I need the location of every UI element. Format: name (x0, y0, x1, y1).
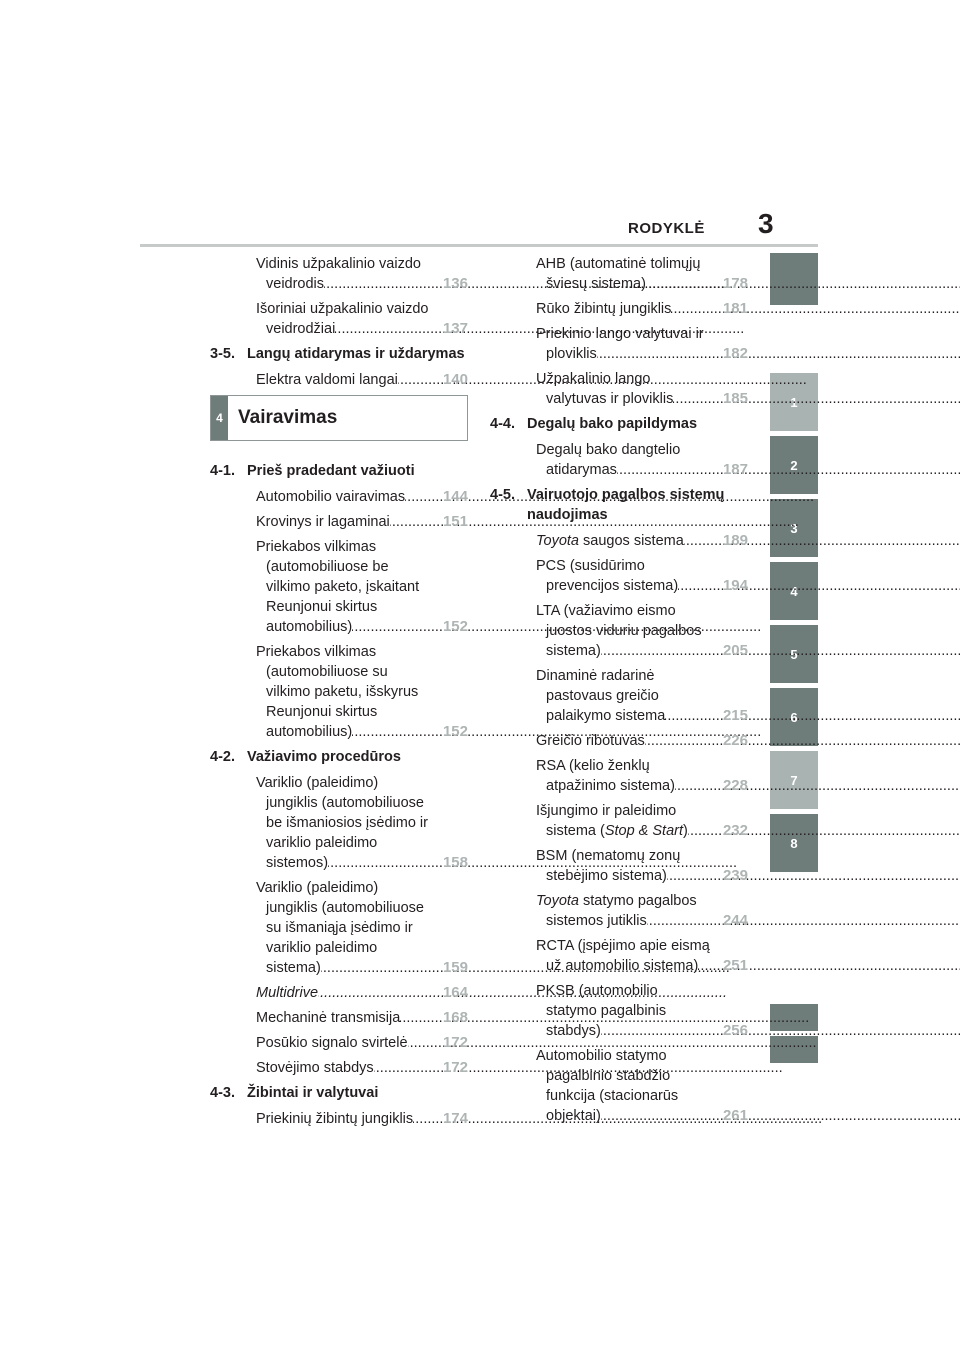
toc-page-number[interactable]: 181 (722, 300, 748, 317)
toc-entry-text: Rūko žibintų jungiklis ..... (536, 299, 712, 319)
toc-entry-text: BSM (nematomų zonų stebėjimo sistema) ..... (536, 846, 712, 886)
toc-right-column (490, 254, 748, 1131)
toc-entry-text: Automobilio vairavimas ..... (256, 487, 432, 507)
toc-entry[interactable] (490, 731, 748, 751)
toc-page-number[interactable]: 185 (722, 390, 748, 407)
toc-entry-text: Išoriniai užpakalinio vaizdo veidrodžiai ..... (256, 299, 432, 339)
toc-page-number[interactable]: 251 (722, 957, 748, 974)
toc-entry-text: Dinaminė radarinė pastovaus greičio palaikymo sistema ..... (536, 666, 712, 726)
toc-page-number[interactable]: 168 (442, 1009, 468, 1026)
toc-entry[interactable] (490, 440, 748, 480)
toc-entry-text: AHB (automatinė tolimųjų šviesų sistema) ..... (536, 254, 712, 294)
brand-name: Toyota (536, 893, 579, 909)
toc-entry-text: PCS (susidūrimo prevencijos sistema) ..... (536, 556, 712, 596)
toc-entry[interactable] (490, 369, 748, 409)
toc-page-number[interactable]: 172 (442, 1059, 468, 1076)
toc-entry[interactable] (210, 983, 468, 1003)
running-header-title: RODYKLĖ (628, 220, 705, 237)
toc-entry-text: PKSB (automobilio statymo pagalbinis stabdys) ..... (536, 981, 712, 1041)
toc-page-number[interactable]: 164 (442, 984, 468, 1001)
section-title: Langų atidarymas ir uždarymas (247, 346, 465, 362)
chapter-heading (210, 395, 468, 441)
entry-text-post: ) (683, 823, 688, 839)
toc-entry-text: Mechaninė transmisija ..... (256, 1008, 432, 1028)
toc-entry[interactable] (490, 801, 748, 841)
toc-entry[interactable] (490, 324, 748, 364)
toc-entry-text: Degalų bako dangtelio atidarymas ..... (536, 440, 712, 480)
toc-entry[interactable] (210, 370, 468, 390)
toc-entry[interactable] (490, 936, 748, 976)
section-number: 4-2. (210, 749, 235, 765)
toc-entry-text: Multidrive ..... (256, 983, 432, 1003)
toc-entry[interactable] (490, 756, 748, 796)
toc-entry-text: RCTA (įspėjimo apie eismą už automobilio sistema) ..... (536, 936, 712, 976)
toc-page-number[interactable]: 144 (442, 488, 468, 505)
toc-entry-text: Priekabos vilkimas (automobiliuose su vilkimo paketu, išskyrus Reunjonui skirtus automobilius) ..... (256, 642, 432, 742)
toc-entry[interactable] (210, 537, 468, 637)
toc-page-number[interactable]: 152 (442, 723, 468, 740)
section-title: Žibintai ir valytuvai (247, 1085, 379, 1101)
toc-entry[interactable] (490, 601, 748, 661)
toc-entry-text (536, 801, 712, 841)
chapter-number: 4 (211, 396, 228, 440)
toc-entry-text: Užpakalinio lango valytuvas ir ploviklis ..... (536, 369, 712, 409)
toc-page-number[interactable]: 256 (722, 1022, 748, 1039)
toc-section (210, 1083, 468, 1103)
toc-entry-text: Automobilio statymo pagalbinio stabdžio funkcija (stacionarūs objektai) ..... (536, 1046, 712, 1126)
toc-entry-text: Priekabos vilkimas (automobiliuose be vilkimo paketo, įskaitant Reunjonui skirtus automobilius) ..... (256, 537, 432, 637)
toc-entry-text: Priekinio lango valytuvai ir ploviklis ..... (536, 324, 712, 364)
toc-entry[interactable] (490, 891, 748, 931)
thumb-tab-4[interactable]: 4 (770, 562, 818, 620)
feature-name: Stop & Start (604, 823, 684, 839)
thumb-tab-5[interactable]: 5 (770, 625, 818, 683)
section-number: 4-5. (490, 487, 515, 503)
entry-text-pre: Išjungimo ir paleidimo sistema ( (536, 803, 677, 839)
toc-entry[interactable] (210, 1058, 468, 1078)
toc-page-number[interactable]: 158 (442, 854, 468, 871)
toc-entry[interactable] (490, 254, 748, 294)
brand-name: Toyota (536, 533, 579, 549)
toc-entry-text: Posūkio signalo svirtelė ..... (256, 1033, 432, 1053)
toc-page-number[interactable]: 228 (722, 777, 748, 794)
toc-entry[interactable] (490, 299, 748, 319)
toc-entry-text: Elektra valdomi langai ..... (256, 370, 432, 390)
section-number: 4-1. (210, 463, 235, 479)
section-number: 4-4. (490, 416, 515, 432)
toc-page-number[interactable]: 137 (442, 320, 468, 337)
section-number: 4-3. (210, 1085, 235, 1101)
toc-entry[interactable] (210, 1033, 468, 1053)
toc-entry[interactable] (490, 981, 748, 1041)
toc-entry[interactable] (490, 666, 748, 726)
toc-entry-text (536, 891, 712, 931)
section-title: Važiavimo procedūros (247, 749, 401, 765)
toc-entry-text: LTA (važiavimo eismo juostos viduriu pagalbos sistema) ..... (536, 601, 712, 661)
toc-entry-text (536, 531, 712, 551)
thumb-tab-1[interactable]: 1 (770, 373, 818, 431)
toc-entry-text: Greičio ribotuvas ..... (536, 731, 712, 751)
toc-page-number[interactable]: 140 (442, 371, 468, 388)
toc-entry[interactable] (210, 878, 468, 978)
toc-entry[interactable] (210, 254, 468, 294)
thumb-tab-3[interactable]: 3 (770, 499, 818, 557)
toc-left-column (210, 254, 468, 1134)
toc-page-number[interactable]: 182 (722, 345, 748, 362)
toc-page-number[interactable]: 174 (442, 1110, 468, 1127)
toc-page-number[interactable]: 244 (722, 912, 748, 929)
toc-page-number[interactable]: 136 (442, 275, 468, 292)
toc-page-number[interactable]: 151 (442, 513, 468, 530)
thumb-tab-8[interactable]: 8 (770, 814, 818, 872)
toc-page-number[interactable]: 172 (442, 1034, 468, 1051)
toc-entry-text: Stovėjimo stabdys ..... (256, 1058, 432, 1078)
toc-page-number[interactable]: 194 (722, 577, 748, 594)
toc-section (210, 344, 468, 364)
toc-section (210, 747, 468, 767)
toc-entry-text: Krovinys ir lagaminai ..... (256, 512, 432, 532)
section-number: 3-5. (210, 346, 235, 362)
toc-entry[interactable] (210, 299, 468, 339)
toc-page-number[interactable]: 261 (722, 1107, 748, 1124)
thumb-tab-2[interactable]: 2 (770, 436, 818, 494)
toc-section (490, 414, 748, 434)
chapter-title: Vairavimas (238, 407, 338, 428)
toc-entry-text: Priekinių žibintų jungiklis ..... (256, 1109, 432, 1129)
toc-section (490, 485, 748, 525)
toc-entry[interactable] (210, 773, 468, 873)
thumb-tab-7[interactable]: 7 (770, 751, 818, 809)
toc-page-number[interactable]: 189 (722, 532, 748, 549)
section-title: Degalų bako papildymas (527, 416, 698, 432)
toc-page-number[interactable]: 215 (722, 707, 748, 724)
toc-entry[interactable] (490, 556, 748, 596)
toc-page-number[interactable]: 187 (722, 461, 748, 478)
section-title: Prieš pradedant važiuoti (247, 463, 415, 479)
toc-page-number[interactable]: 239 (722, 867, 748, 884)
toc-page-number[interactable]: 226 (722, 732, 748, 749)
toc-entry[interactable] (210, 1109, 468, 1129)
toc-entry[interactable] (210, 487, 468, 507)
toc-entry[interactable] (490, 1046, 748, 1126)
toc-entry-text: Variklio (paleidimo) jungiklis (automobiliuose su išmaniąja įsėdimo ir variklio paleidimo sistema) ..... (256, 878, 432, 978)
toc-entry[interactable] (490, 531, 748, 551)
toc-entry[interactable] (210, 1008, 468, 1028)
toc-entry[interactable] (210, 512, 468, 532)
page-number: 3 (758, 208, 774, 239)
toc-entry-text: Vidinis užpakalinio vaizdo veidrodis ..... (256, 254, 432, 294)
section-title: Vairuotojo pagalbos sistemų naudojimas (527, 487, 725, 523)
toc-entry[interactable] (490, 846, 748, 886)
toc-page-number[interactable]: 159 (442, 959, 468, 976)
header-divider (140, 244, 818, 247)
toc-page-number[interactable]: 178 (722, 275, 748, 292)
toc-entry-text: RSA (kelio ženklų atpažinimo sistema) ..... (536, 756, 712, 796)
toc-page-number[interactable]: 152 (442, 618, 468, 635)
toc-page-number[interactable]: 232 (722, 822, 748, 839)
toc-section (210, 461, 468, 481)
toc-entry-text: Variklio (paleidimo) jungiklis (automobiliuose be išmaniosios įsėdimo ir variklio paleidimo sistemos) ..... (256, 773, 432, 873)
thumb-tab-6[interactable]: 6 (770, 688, 818, 746)
entry-text-rest: saugos sistema (579, 533, 684, 549)
toc-page-number[interactable]: 205 (722, 642, 748, 659)
toc-entry[interactable] (210, 642, 468, 742)
entry-text-rest: statymo pagalbos sistemos jutiklis (546, 893, 697, 929)
